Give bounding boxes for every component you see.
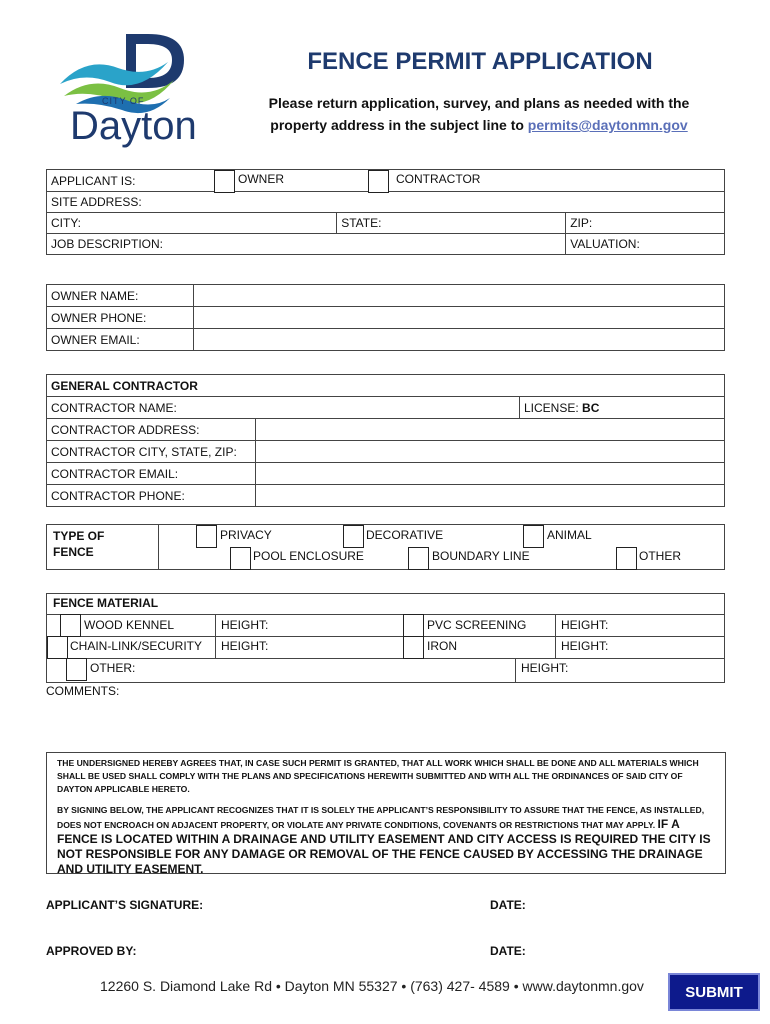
approved-date-label: DATE: bbox=[490, 944, 526, 958]
signature-date-label: DATE: bbox=[490, 898, 526, 912]
approved-by-label: APPROVED BY: bbox=[46, 944, 137, 958]
boundary-checkbox[interactable] bbox=[408, 547, 429, 570]
chain-link-label: CHAIN-LINK/SECURITY bbox=[70, 639, 203, 653]
owner-table bbox=[46, 284, 725, 351]
city-field[interactable]: CITY: bbox=[47, 213, 337, 234]
license-prefix: BC bbox=[582, 400, 600, 415]
owner-phone-label: OWNER PHONE: bbox=[47, 307, 194, 329]
fence-material-heading: FENCE MATERIAL bbox=[53, 596, 159, 610]
valuation-field[interactable]: VALUATION: bbox=[566, 234, 725, 255]
fence-type-heading-box bbox=[46, 524, 159, 570]
license-field[interactable] bbox=[520, 397, 725, 419]
pool-checkbox[interactable] bbox=[230, 547, 251, 570]
pvc-checkbox[interactable] bbox=[403, 614, 424, 637]
owner-email-input[interactable] bbox=[194, 329, 725, 351]
chain-link-checkbox[interactable] bbox=[47, 636, 68, 659]
other-fence-label: OTHER bbox=[639, 549, 681, 563]
iron-height-label: HEIGHT: bbox=[561, 639, 609, 653]
zip-field[interactable]: ZIP: bbox=[566, 213, 725, 234]
chain-height-label: HEIGHT: bbox=[221, 639, 269, 653]
page-title: FENCE PERMIT APPLICATION bbox=[307, 48, 653, 75]
contractor-csz-label: CONTRACTOR CITY, STATE, ZIP: bbox=[47, 441, 256, 463]
contractor-address-label: CONTRACTOR ADDRESS: bbox=[47, 419, 256, 441]
fence-type-heading-2: FENCE bbox=[53, 545, 94, 559]
pvc-height-label: HEIGHT: bbox=[561, 618, 609, 632]
instruction-line-2-text: property address in the subject line to bbox=[270, 117, 528, 133]
contractor-phone-input[interactable] bbox=[256, 485, 725, 507]
other-fence-checkbox[interactable] bbox=[616, 547, 637, 570]
contractor-name-field[interactable]: CONTRACTOR NAME: bbox=[47, 397, 520, 419]
legal-easement-notice: IF A FENCE IS LOCATED WITHIN A DRAINAGE AND UTILITY EASEMENT AND CITY ACCESS IS REQUIRED THE CITY IS NOT RESPONSIBLE FOR ANY DAMAGE OR REMOVAL OF THE FENCE CAUSED BY ACCESSING THE DRAINAGE AND UTILITY EASEMENT. bbox=[57, 817, 711, 876]
owner-label: OWNER bbox=[238, 172, 284, 186]
other-height-label: HEIGHT: bbox=[521, 661, 569, 675]
wood-kennel-checkbox[interactable] bbox=[60, 614, 81, 637]
logo-name: Dayton bbox=[70, 104, 197, 148]
contractor-email-label: CONTRACTOR EMAIL: bbox=[47, 463, 256, 485]
job-description-field[interactable]: JOB DESCRIPTION: bbox=[47, 234, 566, 255]
legal-paragraph-1: THE UNDERSIGNED HEREBY AGREES THAT, IN CASE SUCH PERMIT IS GRANTED, THAT ALL WORK WHICH SHALL BE DONE AND ALL MATERIALS WHICH SHALL BE USED SHALL COMPLY WITH THE PLANS AND SPECIFICATIONS HEREWITH SUBMITTED AND WITH ALL THE ORDINANCES OF SAID CITY OF DAYTON APPLICABLE HERETO. bbox=[57, 758, 699, 794]
iron-label: IRON bbox=[427, 639, 457, 653]
legal-paragraph-2-text: BY SIGNING BELOW, THE APPLICANT RECOGNIZES THAT IT IS SOLELY THE APPLICANT’S RESPONSIBILITY TO ASSURE THAT THE FENCE, AS INSTALLED, DOES NOT ENCROACH ON ADJACENT PROPERTY, OR VIOLATE ANY PRIVATE CONDITIONS, COVENANTS OR RESTRICTIONS THAT MAY APPLY. bbox=[57, 805, 705, 830]
animal-checkbox[interactable] bbox=[523, 525, 544, 548]
applicant-signature-label: APPLICANT’S SIGNATURE: bbox=[46, 898, 204, 912]
footer-contact: 12260 S. Diamond Lake Rd • Dayton MN 55327 • (763) 427- 4589 • www.daytonmn.gov bbox=[100, 978, 644, 994]
instruction-line-2 bbox=[240, 114, 718, 136]
wood-height-label: HEIGHT: bbox=[221, 618, 269, 632]
boundary-label: BOUNDARY LINE bbox=[432, 549, 530, 563]
privacy-checkbox[interactable] bbox=[196, 525, 217, 548]
other-material-label: OTHER: bbox=[90, 661, 136, 675]
contractor-heading: GENERAL CONTRACTOR bbox=[47, 375, 725, 397]
legal-statement bbox=[46, 752, 726, 874]
city-logo bbox=[56, 32, 226, 154]
animal-label: ANIMAL bbox=[547, 528, 592, 542]
contractor-email-input[interactable] bbox=[256, 463, 725, 485]
state-field[interactable]: STATE: bbox=[337, 213, 566, 234]
applicant-table bbox=[46, 169, 725, 255]
license-label: LICENSE: bbox=[524, 400, 583, 415]
contractor-table bbox=[46, 374, 725, 507]
owner-name-label: OWNER NAME: bbox=[47, 285, 194, 307]
comments-label: COMMENTS: bbox=[46, 684, 120, 698]
email-link[interactable]: permits@daytonmn.gov bbox=[527, 117, 688, 133]
decorative-checkbox[interactable] bbox=[343, 525, 364, 548]
iron-checkbox[interactable] bbox=[403, 636, 424, 659]
privacy-label: PRIVACY bbox=[220, 528, 272, 542]
owner-checkbox[interactable] bbox=[214, 170, 235, 193]
contractor-label: CONTRACTOR bbox=[396, 172, 481, 186]
legal-paragraph-2 bbox=[57, 804, 715, 877]
owner-name-input[interactable] bbox=[194, 285, 725, 307]
instruction-line-1: Please return application, survey, and plans as needed with the bbox=[268, 95, 690, 111]
wood-kennel-label: WOOD KENNEL bbox=[84, 618, 175, 632]
submit-button[interactable]: SUBMIT bbox=[668, 973, 760, 1011]
contractor-phone-label: CONTRACTOR PHONE: bbox=[47, 485, 256, 507]
comments-input[interactable] bbox=[46, 700, 725, 746]
other-material-checkbox[interactable] bbox=[66, 658, 87, 681]
contractor-checkbox[interactable] bbox=[368, 170, 389, 193]
decorative-label: DECORATIVE bbox=[366, 528, 444, 542]
site-address-field[interactable]: SITE ADDRESS: bbox=[47, 192, 725, 213]
contractor-address-input[interactable] bbox=[256, 419, 725, 441]
contractor-csz-input[interactable] bbox=[256, 441, 725, 463]
pvc-label: PVC SCREENING bbox=[427, 618, 527, 632]
logo-city-of: CITY OF bbox=[102, 96, 145, 106]
instructions bbox=[240, 92, 718, 136]
fence-type-heading-1: TYPE OF bbox=[53, 529, 105, 543]
applicant-is-label: APPLICANT IS: bbox=[47, 170, 216, 192]
pool-label: POOL ENCLOSURE bbox=[253, 549, 364, 563]
owner-email-label: OWNER EMAIL: bbox=[47, 329, 194, 351]
owner-phone-input[interactable] bbox=[194, 307, 725, 329]
